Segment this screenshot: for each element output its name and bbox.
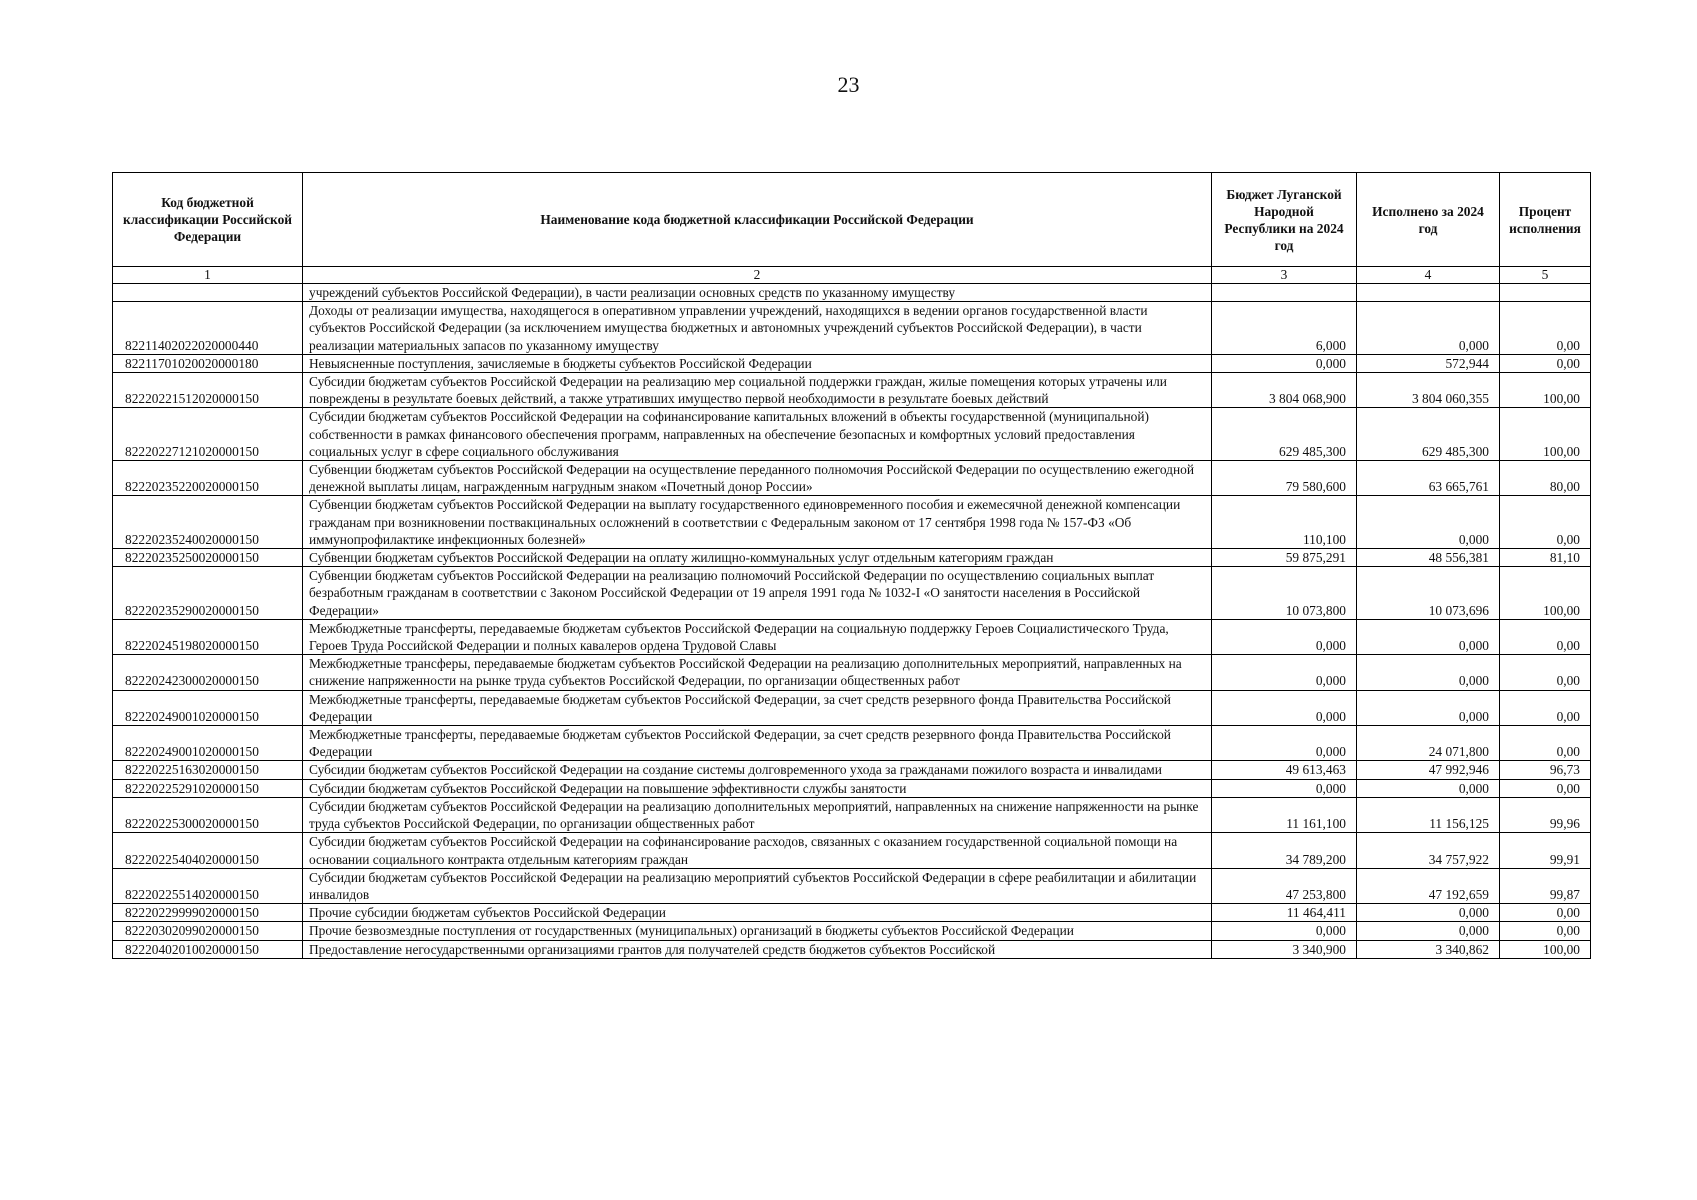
table-row [113, 922, 1591, 940]
table-header-row [113, 173, 1591, 267]
budget-value-cell: 629 485,300 [1212, 408, 1357, 461]
percent-cell: 99,96 [1500, 797, 1591, 832]
executed-value-cell: 3 804 060,355 [1357, 373, 1500, 408]
budget-value-cell: 0,000 [1212, 779, 1357, 797]
executed-value-cell: 0,000 [1357, 922, 1500, 940]
table-row [113, 408, 1591, 461]
percent-cell: 80,00 [1500, 461, 1591, 496]
executed-value-cell: 572,944 [1357, 354, 1500, 372]
budget-value-cell: 0,000 [1212, 655, 1357, 690]
executed-value-cell: 47 192,659 [1357, 868, 1500, 903]
table-row [113, 284, 1591, 302]
table-row [113, 833, 1591, 868]
executed-value-cell: 629 485,300 [1357, 408, 1500, 461]
code-cell: 82220249001020000150 [113, 726, 303, 761]
name-cell: Межбюджетные трансферты, передаваемые бюджетам субъектов Российской Федерации на социальную поддержку Героев Социалистического Труда, Героев Труда Российской Федерации и полных кавалеров ордена Трудовой Славы [303, 619, 1212, 654]
name-cell: Прочие безвозмездные поступления от государственных (муниципальных) организаций в бюджеты субъектов Российской Федерации [303, 922, 1212, 940]
budget-value-cell: 79 580,600 [1212, 461, 1357, 496]
budget-value-cell: 6,000 [1212, 302, 1357, 355]
column-number: 1 [113, 267, 303, 284]
budget-value-cell: 47 253,800 [1212, 868, 1357, 903]
code-cell: 82220302099020000150 [113, 922, 303, 940]
name-cell: учреждений субъектов Российской Федерации), в части реализации основных средств по указанному имуществу [303, 284, 1212, 302]
column-number-row [113, 267, 1591, 284]
budget-value-cell: 0,000 [1212, 619, 1357, 654]
name-cell: Субсидии бюджетам субъектов Российской Федерации на софинансирование капитальных вложений в объекты государственной (муниципальной) собственности в рамках финансового обеспечения программ, направленных на обеспечение безопасных и комфортных условий предоставления социальных услуг в сфере социального обслуживания [303, 408, 1212, 461]
table-body [113, 284, 1591, 959]
percent-cell: 100,00 [1500, 373, 1591, 408]
table-row [113, 619, 1591, 654]
code-cell: 82220225514020000150 [113, 868, 303, 903]
name-cell: Субвенции бюджетам субъектов Российской Федерации на реализацию полномочий Российской Федерации по осуществлению социальных выплат безработным гражданам в соответствии с Законом Российской Федерации от 19 апреля 1991 года № 1032-I «О занятости населения в Российской Федерации» [303, 567, 1212, 620]
executed-value-cell: 0,000 [1357, 690, 1500, 725]
name-cell: Субсидии бюджетам субъектов Российской Федерации на создание системы долговременного ухода за гражданами пожилого возраста и инвалидами [303, 761, 1212, 779]
percent-cell: 100,00 [1500, 408, 1591, 461]
header-code: Код бюджетной классификации Российской Федерации [113, 173, 303, 267]
budget-value-cell: 0,000 [1212, 922, 1357, 940]
table-row [113, 904, 1591, 922]
percent-cell: 100,00 [1500, 567, 1591, 620]
percent-cell: 0,00 [1500, 779, 1591, 797]
percent-cell: 0,00 [1500, 904, 1591, 922]
column-number: 2 [303, 267, 1212, 284]
name-cell: Невыясненные поступления, зачисляемые в бюджеты субъектов Российской Федерации [303, 354, 1212, 372]
code-cell: 82220235220020000150 [113, 461, 303, 496]
name-cell: Межбюджетные трансферты, передаваемые бюджетам субъектов Российской Федерации, за счет средств резервного фонда Правительства Российской Федерации [303, 690, 1212, 725]
executed-value-cell: 24 071,800 [1357, 726, 1500, 761]
code-cell: 82220229999020000150 [113, 904, 303, 922]
code-cell: 82220245198020000150 [113, 619, 303, 654]
executed-value-cell: 34 757,922 [1357, 833, 1500, 868]
table-row [113, 868, 1591, 903]
name-cell: Предоставление негосударственными организациями грантов для получателей средств бюджетов субъектов Российской [303, 940, 1212, 958]
code-cell: 82220225404020000150 [113, 833, 303, 868]
header-budget: Бюджет Луганской Народной Республики на 2024 год [1212, 173, 1357, 267]
code-cell: 82220235250020000150 [113, 549, 303, 567]
code-cell: 82211402022020000440 [113, 302, 303, 355]
name-cell: Субсидии бюджетам субъектов Российской Федерации на реализацию дополнительных мероприятий, направленных на снижение напряженности на рынке труда субъектов Российской Федерации, по организации общественных работ [303, 797, 1212, 832]
name-cell: Субвенции бюджетам субъектов Российской Федерации на оплату жилищно-коммунальных услуг отдельным категориям граждан [303, 549, 1212, 567]
table-row [113, 373, 1591, 408]
executed-value-cell: 0,000 [1357, 904, 1500, 922]
code-cell: 82220225291020000150 [113, 779, 303, 797]
column-number: 3 [1212, 267, 1357, 284]
column-number: 4 [1357, 267, 1500, 284]
code-cell: 82220225300020000150 [113, 797, 303, 832]
name-cell: Субсидии бюджетам субъектов Российской Федерации на реализацию мер социальной поддержки граждан, жилые помещения которых утрачены или повреждены в результате боевых действий, а также утративших имущество первой необходимости в результате боевых действий [303, 373, 1212, 408]
executed-value-cell: 10 073,696 [1357, 567, 1500, 620]
executed-value-cell: 0,000 [1357, 496, 1500, 549]
budget-value-cell: 0,000 [1212, 690, 1357, 725]
code-cell: 82220249001020000150 [113, 690, 303, 725]
table-row [113, 567, 1591, 620]
executed-value-cell: 3 340,862 [1357, 940, 1500, 958]
budget-value-cell: 11 161,100 [1212, 797, 1357, 832]
code-cell: 82220221512020000150 [113, 373, 303, 408]
percent-cell: 0,00 [1500, 354, 1591, 372]
executed-value-cell: 0,000 [1357, 619, 1500, 654]
budget-value-cell: 3 340,900 [1212, 940, 1357, 958]
header-name: Наименование кода бюджетной классификации Российской Федерации [303, 173, 1212, 267]
column-number: 5 [1500, 267, 1591, 284]
name-cell: Субсидии бюджетам субъектов Российской Федерации на реализацию мероприятий субъектов Российской Федерации в сфере реабилитации и абилитации инвалидов [303, 868, 1212, 903]
table-row [113, 690, 1591, 725]
percent-cell: 96,73 [1500, 761, 1591, 779]
percent-cell: 0,00 [1500, 619, 1591, 654]
table-row [113, 496, 1591, 549]
percent-cell: 0,00 [1500, 726, 1591, 761]
table-row [113, 779, 1591, 797]
percent-cell: 100,00 [1500, 940, 1591, 958]
header-executed: Исполнено за 2024 год [1357, 173, 1500, 267]
executed-value-cell: 0,000 [1357, 655, 1500, 690]
code-cell: 82220402010020000150 [113, 940, 303, 958]
budget-value-cell [1212, 284, 1357, 302]
header-percent: Процент исполнения [1500, 173, 1591, 267]
code-cell: 82220242300020000150 [113, 655, 303, 690]
budget-execution-table [112, 172, 1591, 959]
code-cell [113, 284, 303, 302]
code-cell: 82220235290020000150 [113, 567, 303, 620]
table-row [113, 302, 1591, 355]
name-cell: Субсидии бюджетам субъектов Российской Федерации на софинансирование расходов, связанных с оказанием государственной социальной помощи на основании социального контракта отдельным категориям граждан [303, 833, 1212, 868]
executed-value-cell: 11 156,125 [1357, 797, 1500, 832]
budget-value-cell: 49 613,463 [1212, 761, 1357, 779]
percent-cell: 0,00 [1500, 922, 1591, 940]
budget-value-cell: 11 464,411 [1212, 904, 1357, 922]
name-cell: Доходы от реализации имущества, находящегося в оперативном управлении учреждений, находящихся в ведении органов государственной власти субъектов Российской Федерации (за исключением имущества бюджетных и автономных учреждений субъектов Российской Федерации), в части реализации материальных запасов по указанному имуществу [303, 302, 1212, 355]
executed-value-cell: 47 992,946 [1357, 761, 1500, 779]
budget-value-cell: 110,100 [1212, 496, 1357, 549]
percent-cell: 81,10 [1500, 549, 1591, 567]
executed-value-cell: 0,000 [1357, 302, 1500, 355]
percent-cell [1500, 284, 1591, 302]
executed-value-cell: 48 556,381 [1357, 549, 1500, 567]
percent-cell: 99,91 [1500, 833, 1591, 868]
table-row [113, 726, 1591, 761]
name-cell: Субвенции бюджетам субъектов Российской Федерации на выплату государственного единовременного пособия и ежемесячной денежной компенсации гражданам при возникновении поствакцинальных осложнений в соответствии с Федеральным законом от 17 сентября 1998 года № 157-ФЗ «Об иммунопрофилактике инфекционных болезней» [303, 496, 1212, 549]
table-row [113, 761, 1591, 779]
budget-value-cell: 3 804 068,900 [1212, 373, 1357, 408]
name-cell: Прочие субсидии бюджетам субъектов Российской Федерации [303, 904, 1212, 922]
budget-value-cell: 0,000 [1212, 726, 1357, 761]
percent-cell: 0,00 [1500, 690, 1591, 725]
name-cell: Субвенции бюджетам субъектов Российской Федерации на осуществление переданного полномочия Российской Федерации по осуществлению ежегодной денежной выплаты лицам, награжденным нагрудным знаком «Почетный донор России» [303, 461, 1212, 496]
executed-value-cell: 0,000 [1357, 779, 1500, 797]
budget-value-cell: 10 073,800 [1212, 567, 1357, 620]
executed-value-cell: 63 665,761 [1357, 461, 1500, 496]
percent-cell: 0,00 [1500, 496, 1591, 549]
table-row [113, 655, 1591, 690]
percent-cell: 99,87 [1500, 868, 1591, 903]
budget-value-cell: 59 875,291 [1212, 549, 1357, 567]
page-number: 23 [837, 72, 860, 97]
percent-cell: 0,00 [1500, 655, 1591, 690]
code-cell: 82220227121020000150 [113, 408, 303, 461]
table-row [113, 940, 1591, 958]
name-cell: Субсидии бюджетам субъектов Российской Федерации на повышение эффективности службы занятости [303, 779, 1212, 797]
table-row [113, 354, 1591, 372]
table-row [113, 461, 1591, 496]
code-cell: 82220235240020000150 [113, 496, 303, 549]
table-row [113, 797, 1591, 832]
name-cell: Межбюджетные трансферты, передаваемые бюджетам субъектов Российской Федерации, за счет средств резервного фонда Правительства Российской Федерации [303, 726, 1212, 761]
budget-value-cell: 34 789,200 [1212, 833, 1357, 868]
code-cell: 82220225163020000150 [113, 761, 303, 779]
code-cell: 82211701020020000180 [113, 354, 303, 372]
percent-cell: 0,00 [1500, 302, 1591, 355]
name-cell: Межбюджетные трансферы, передаваемые бюджетам субъектов Российской Федерации на реализацию дополнительных мероприятий, направленных на снижение напряженности на рынке труда субъектов Российской Федерации, по организации общественных работ [303, 655, 1212, 690]
table-row [113, 549, 1591, 567]
budget-value-cell: 0,000 [1212, 354, 1357, 372]
executed-value-cell [1357, 284, 1500, 302]
